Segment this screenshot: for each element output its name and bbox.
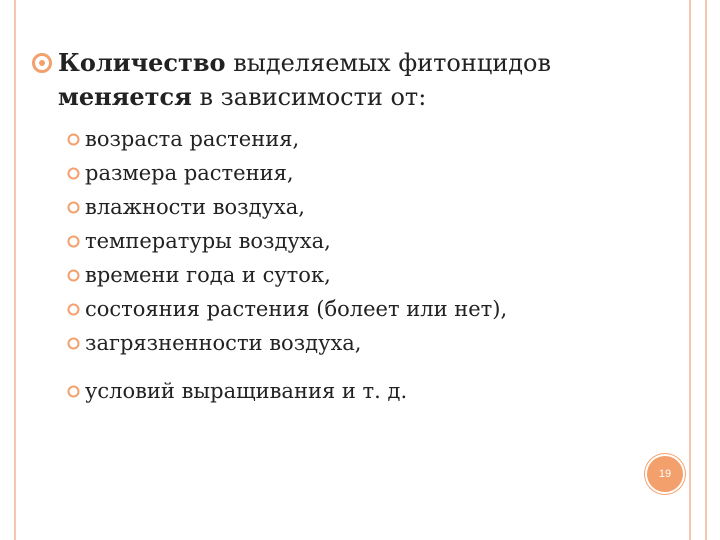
main-bullet-point — [30, 46, 680, 114]
circle-bullet-icon — [67, 235, 80, 248]
circle-bullet-icon — [67, 167, 80, 180]
circle-bullet-icon — [67, 133, 80, 146]
left-frame-line — [14, 0, 16, 540]
page-number-badge: 19 — [645, 454, 685, 494]
circle-bullet-icon — [67, 201, 80, 214]
list-item-text: влажности воздуха, — [85, 195, 305, 219]
circle-bullet-icon — [67, 337, 80, 350]
circle-bullet-icon — [67, 269, 80, 282]
main-bold-word-2: меняется — [58, 82, 192, 111]
list-item-text: условий выращивания и т. д. — [85, 379, 408, 403]
list-item — [30, 326, 680, 360]
list-item — [30, 374, 680, 408]
list-item — [30, 292, 680, 326]
list-item-text: загрязненности воздуха, — [85, 331, 362, 355]
list-item — [30, 122, 680, 156]
list-item-text: состояния растения (болеет или нет), — [85, 297, 508, 321]
right-frame-outer-line — [705, 0, 707, 540]
main-text-2: в зависимости от: — [191, 83, 427, 111]
list-item — [30, 156, 680, 190]
list-item-text: размера растения, — [85, 161, 294, 185]
list-item — [30, 224, 680, 258]
list-item-text: времени года и суток, — [85, 263, 331, 287]
list-item-text: температуры воздуха, — [85, 229, 331, 253]
circle-bullet-icon — [67, 385, 80, 398]
slide-content — [30, 46, 680, 408]
factor-list — [30, 122, 680, 408]
circle-bullet-icon — [30, 51, 54, 75]
circle-bullet-icon — [67, 303, 80, 316]
list-item — [30, 190, 680, 224]
main-bold-word-1: Количество — [58, 48, 226, 77]
list-item — [30, 258, 680, 292]
main-text-1: выделяемых фитонцидов — [225, 49, 551, 77]
list-item-text: возраста растения, — [85, 127, 300, 151]
right-frame-inner-line — [689, 0, 691, 540]
